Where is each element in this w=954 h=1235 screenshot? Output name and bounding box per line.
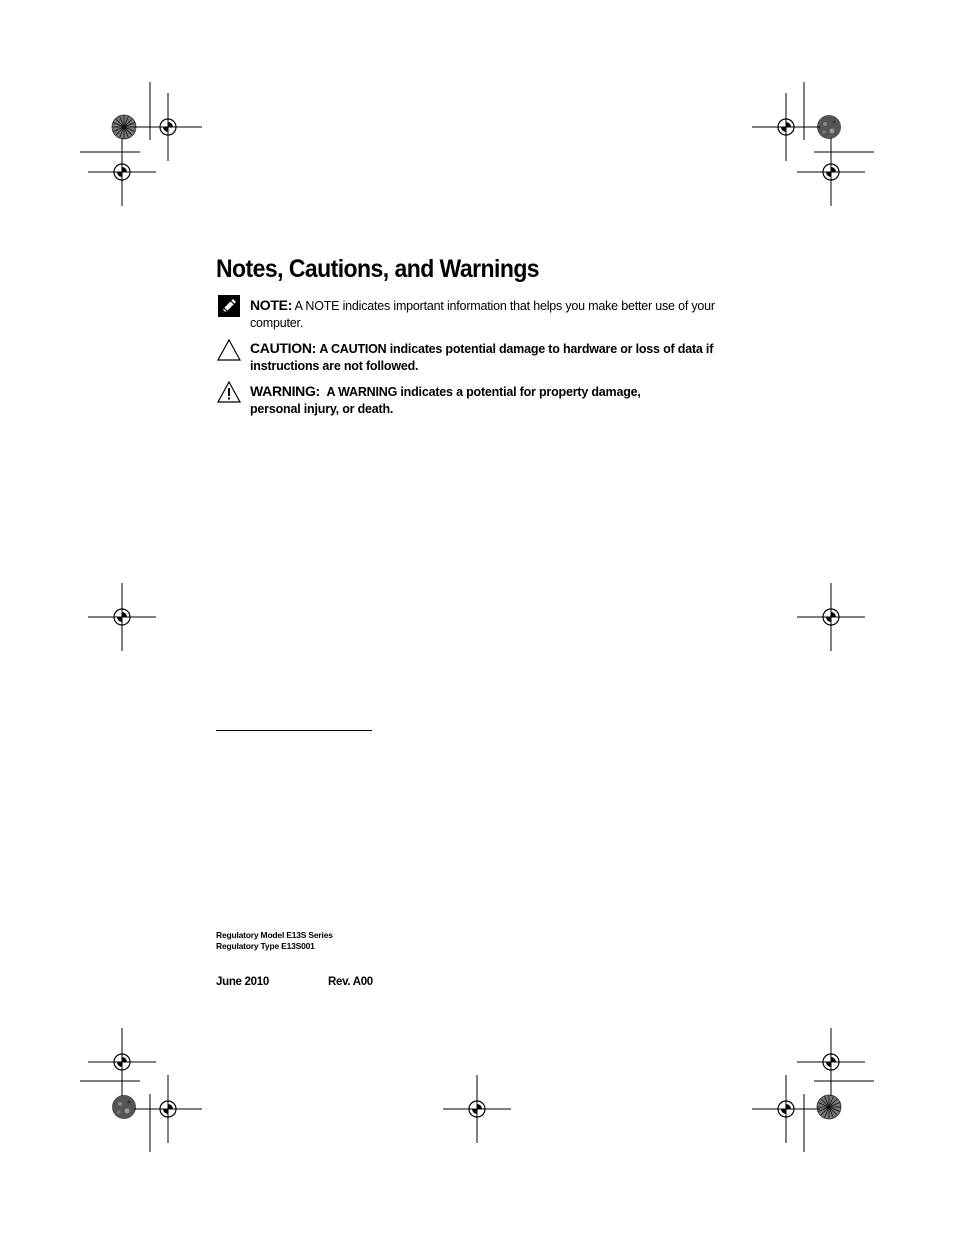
warning-notice [250,383,720,418]
note-pencil-icon [218,295,242,319]
warning-triangle-icon [216,380,240,404]
warning-text-line2: personal injury, or death. [250,402,394,416]
caution-triangle-icon [216,338,240,362]
note-text: A NOTE indicates important information that helps you make better use of your computer. [250,299,715,330]
note-notice [250,297,720,332]
revision-number: Rev. A00 [328,976,373,988]
publication-date: June 2010 [216,976,269,988]
note-label: NOTE: [250,297,293,313]
caution-text: A CAUTION indicates potential damage to hardware or loss of data if instructions are not followed. [250,342,714,373]
page-heading: Notes, Cautions, and Warnings [216,255,540,283]
caution-notice [250,340,720,375]
regulatory-model: Regulatory Model E13S Series [216,930,333,940]
warning-label: WARNING: [250,383,320,399]
divider-rule [216,730,372,731]
warning-text-line1: A WARNING indicates a potential for property damage, [326,385,641,399]
regulatory-type: Regulatory Type E13S001 [216,941,315,951]
caution-label: CAUTION: [250,340,317,356]
